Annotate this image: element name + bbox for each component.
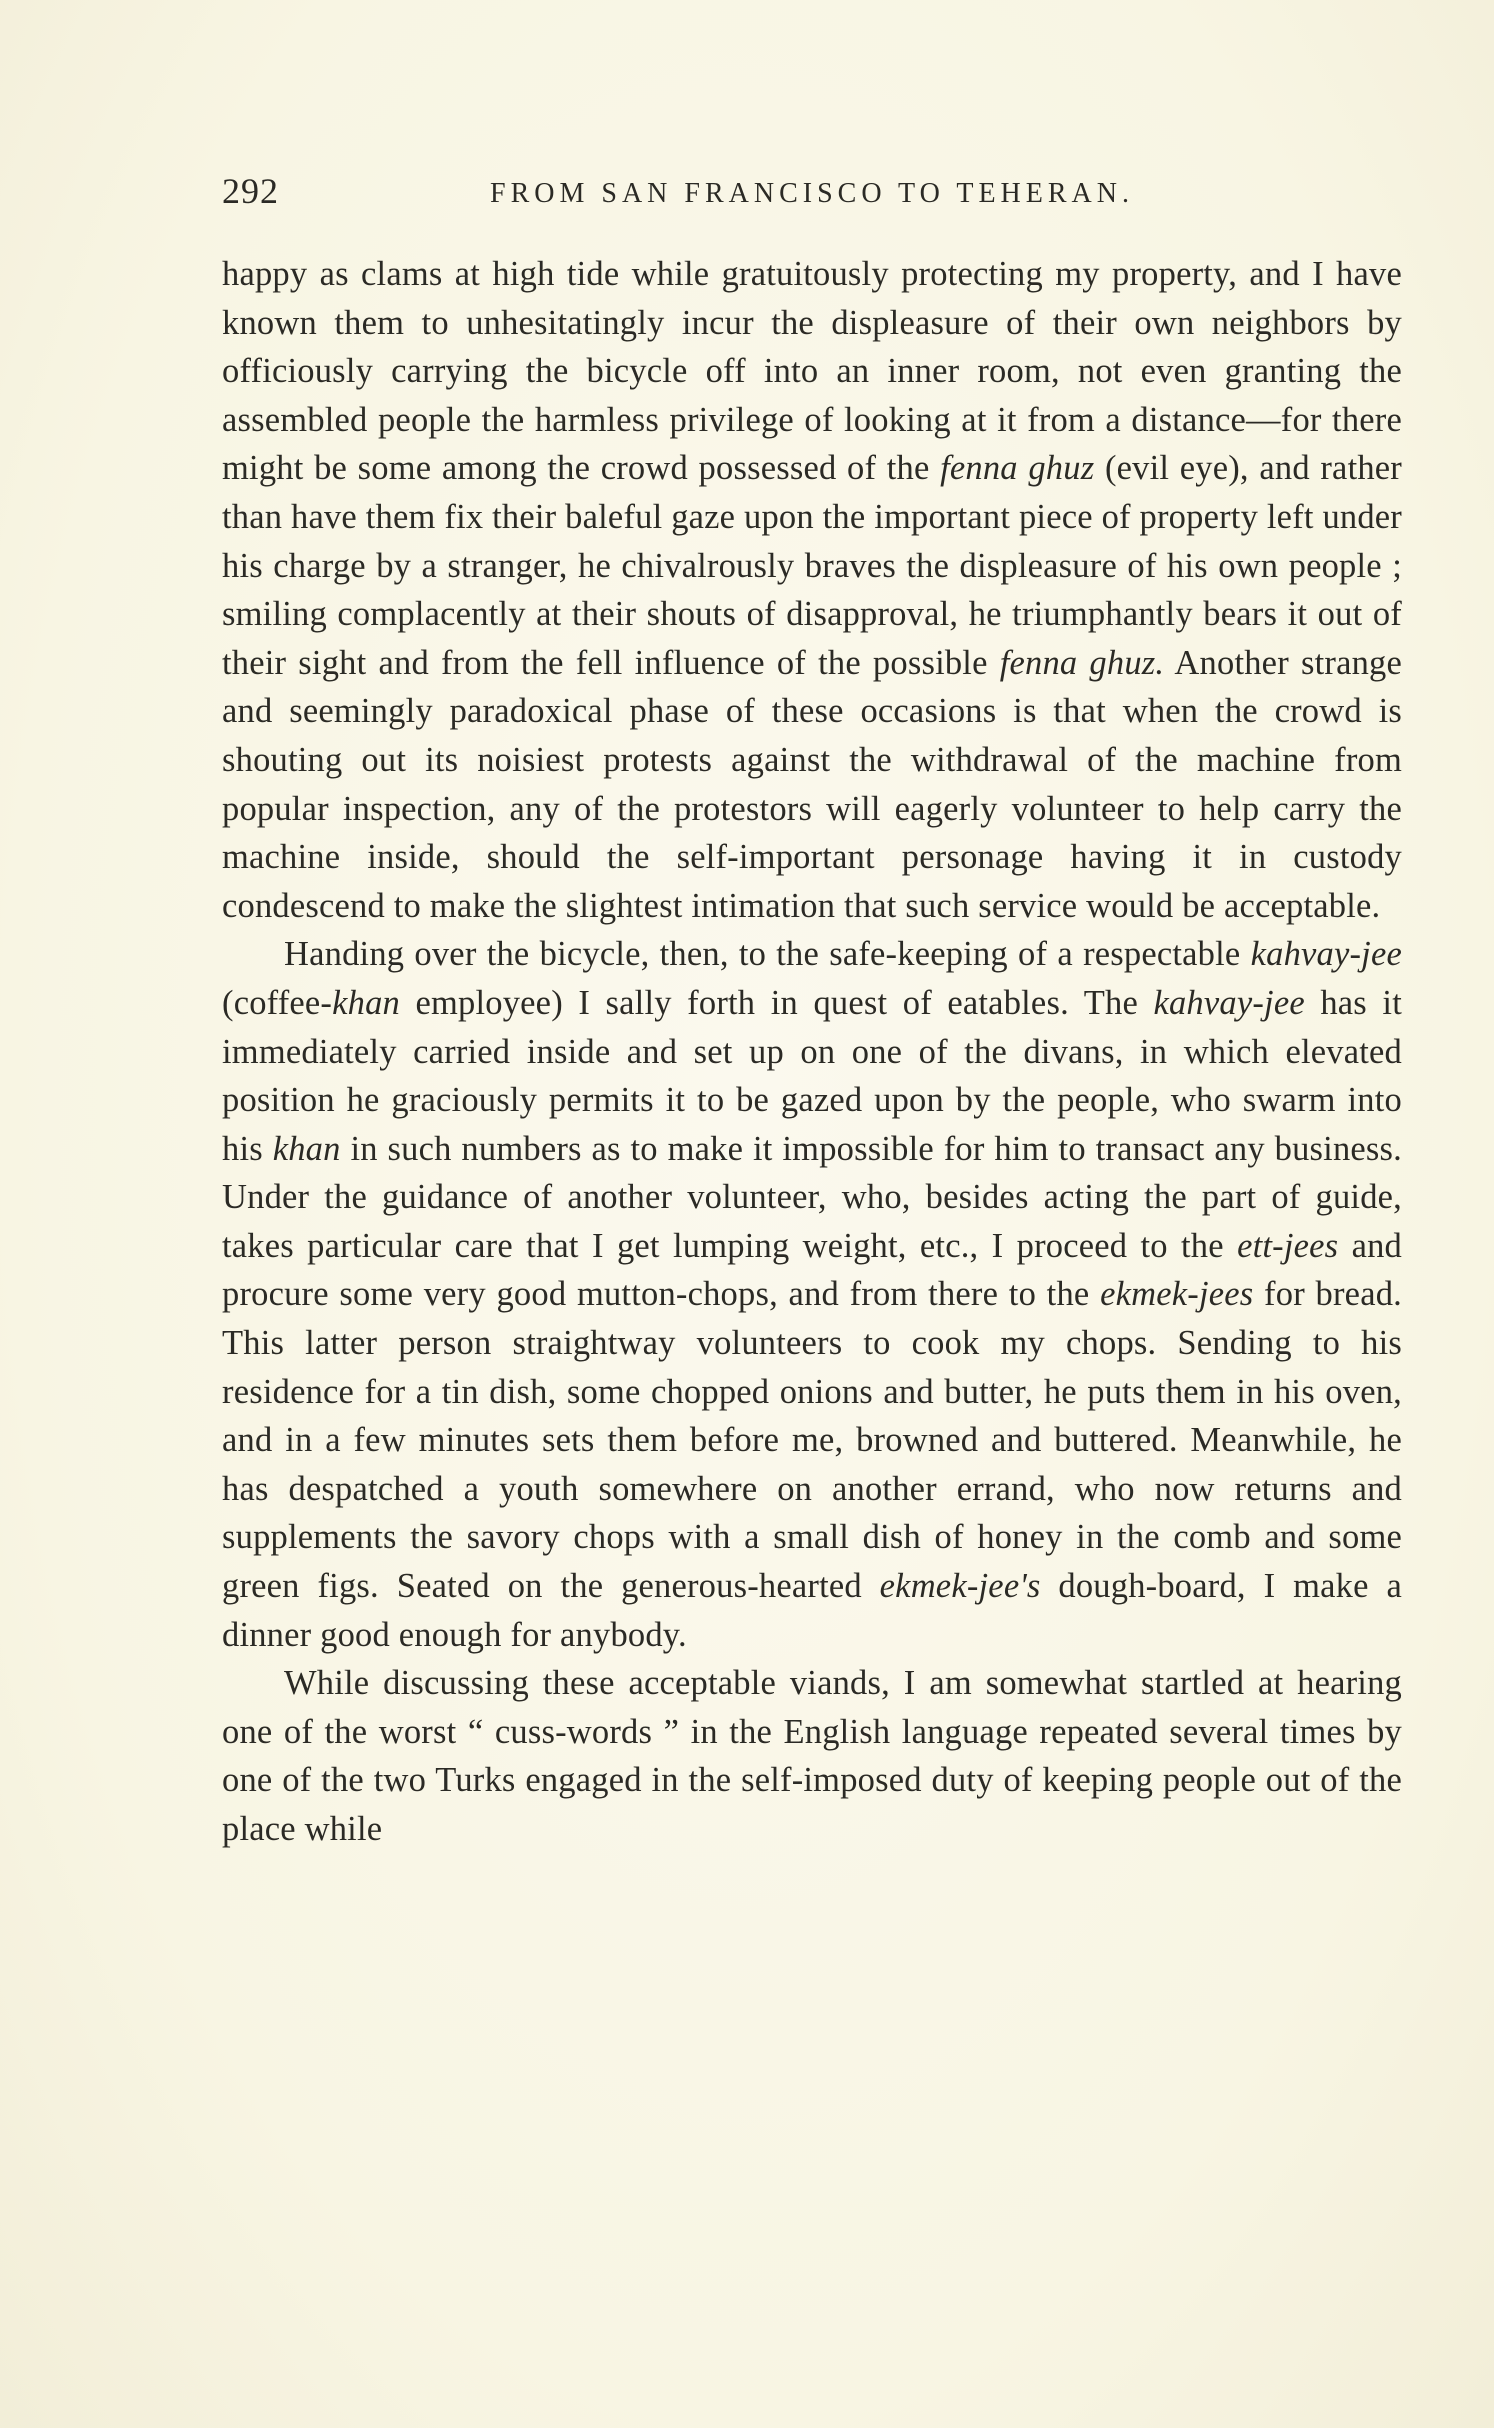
italic-term: fenna ghuz. [999,643,1165,682]
italic-term: kahvay-jee [1250,935,1402,974]
italic-term: fenna ghuz [940,449,1095,488]
body-text [222,250,1402,1854]
page-number: 292 [222,171,279,211]
text-run: (evil eye), and rather than have them fix their baleful gaze upon the important piece of property left under his charge by a stranger, he chivalrously braves the displeasure of his own people ; smiling complacently at their shouts of disapproval, he triumphantly bears it out of their sight and from the fell influence of the possible [222,449,1402,682]
page-header [222,170,1402,220]
text-run: for bread. This latter person straightway volunteers to cook my chops. Sending to his residence for a tin dish, some chopped onions and butter, he puts them in his oven, and in a few minutes sets them before me, browned and buttered. Meanwhile, he has despatched a youth somewhere on another errand, who now returns and supplements the savory chops with a small dish of honey in the comb and some green figs. Seated on the generous-hearted [222,1275,1402,1606]
text-run: While discussing these acceptable viands, I am somewhat startled at hearing one of the worst “ cuss-words ” in the English language repeated several times by one of the two Turks engaged in the self-imposed duty of keeping people out of the place while [222,1664,1402,1848]
paragraph-continued [222,250,1402,930]
text-run: employee) I sally forth in quest of eatables. The [400,983,1154,1022]
text-run: has it immediately carried inside and set up on one of the divans, in which elevated position he graciously permits it to be gazed upon by the people, who swarm into his [222,983,1402,1168]
text-run: Another strange and seemingly paradoxical phase of these occasions is that when the crowd is shouting out its noisiest protests against the withdrawal of the machine from popular inspection, any of the protestors will eagerly volunteer to help carry the machine inside, should the self-important personage having it in custody condescend to make the slightest intimation that such service would be acceptable. [222,643,1402,925]
italic-term: ekmek-jee's [879,1567,1041,1606]
running-title: FROM SAN FRANCISCO TO TEHERAN. [490,178,1134,209]
text-run: happy as clams at high tide while gratuitously protecting my property, and I have known them to unhesitatingly incur the displeasure of their own neighbors by officiously carrying the bicycle off into an inner room, not even granting the assembled people the harmless privilege of looking at it from a distance—for there might be some among the crowd possessed of the [222,255,1402,488]
italic-term: ett-jees [1237,1226,1339,1265]
italic-term: ekmek-jees [1100,1275,1254,1314]
italic-term: khan [332,983,400,1022]
italic-term: kahvay-jee [1153,983,1305,1022]
paragraph [222,1659,1402,1853]
paragraph [222,930,1402,1659]
text-run: and procure some very good mutton-chops, and from there to the [222,1226,1402,1314]
text-run: in such numbers as to make it impossible for him to transact any business. Under the guidance of another volunteer, who, besides acting the part of guide, takes particular care that I get lumping weight, etc., I proceed to the [222,1129,1402,1265]
text-run: dough-board, I make a dinner good enough for anybody. [222,1567,1402,1654]
text-run: (coffee- [222,983,333,1022]
text-run: Handing over the bicycle, then, to the safe-keeping of a respectable [284,935,1251,974]
italic-term: khan [272,1129,341,1168]
